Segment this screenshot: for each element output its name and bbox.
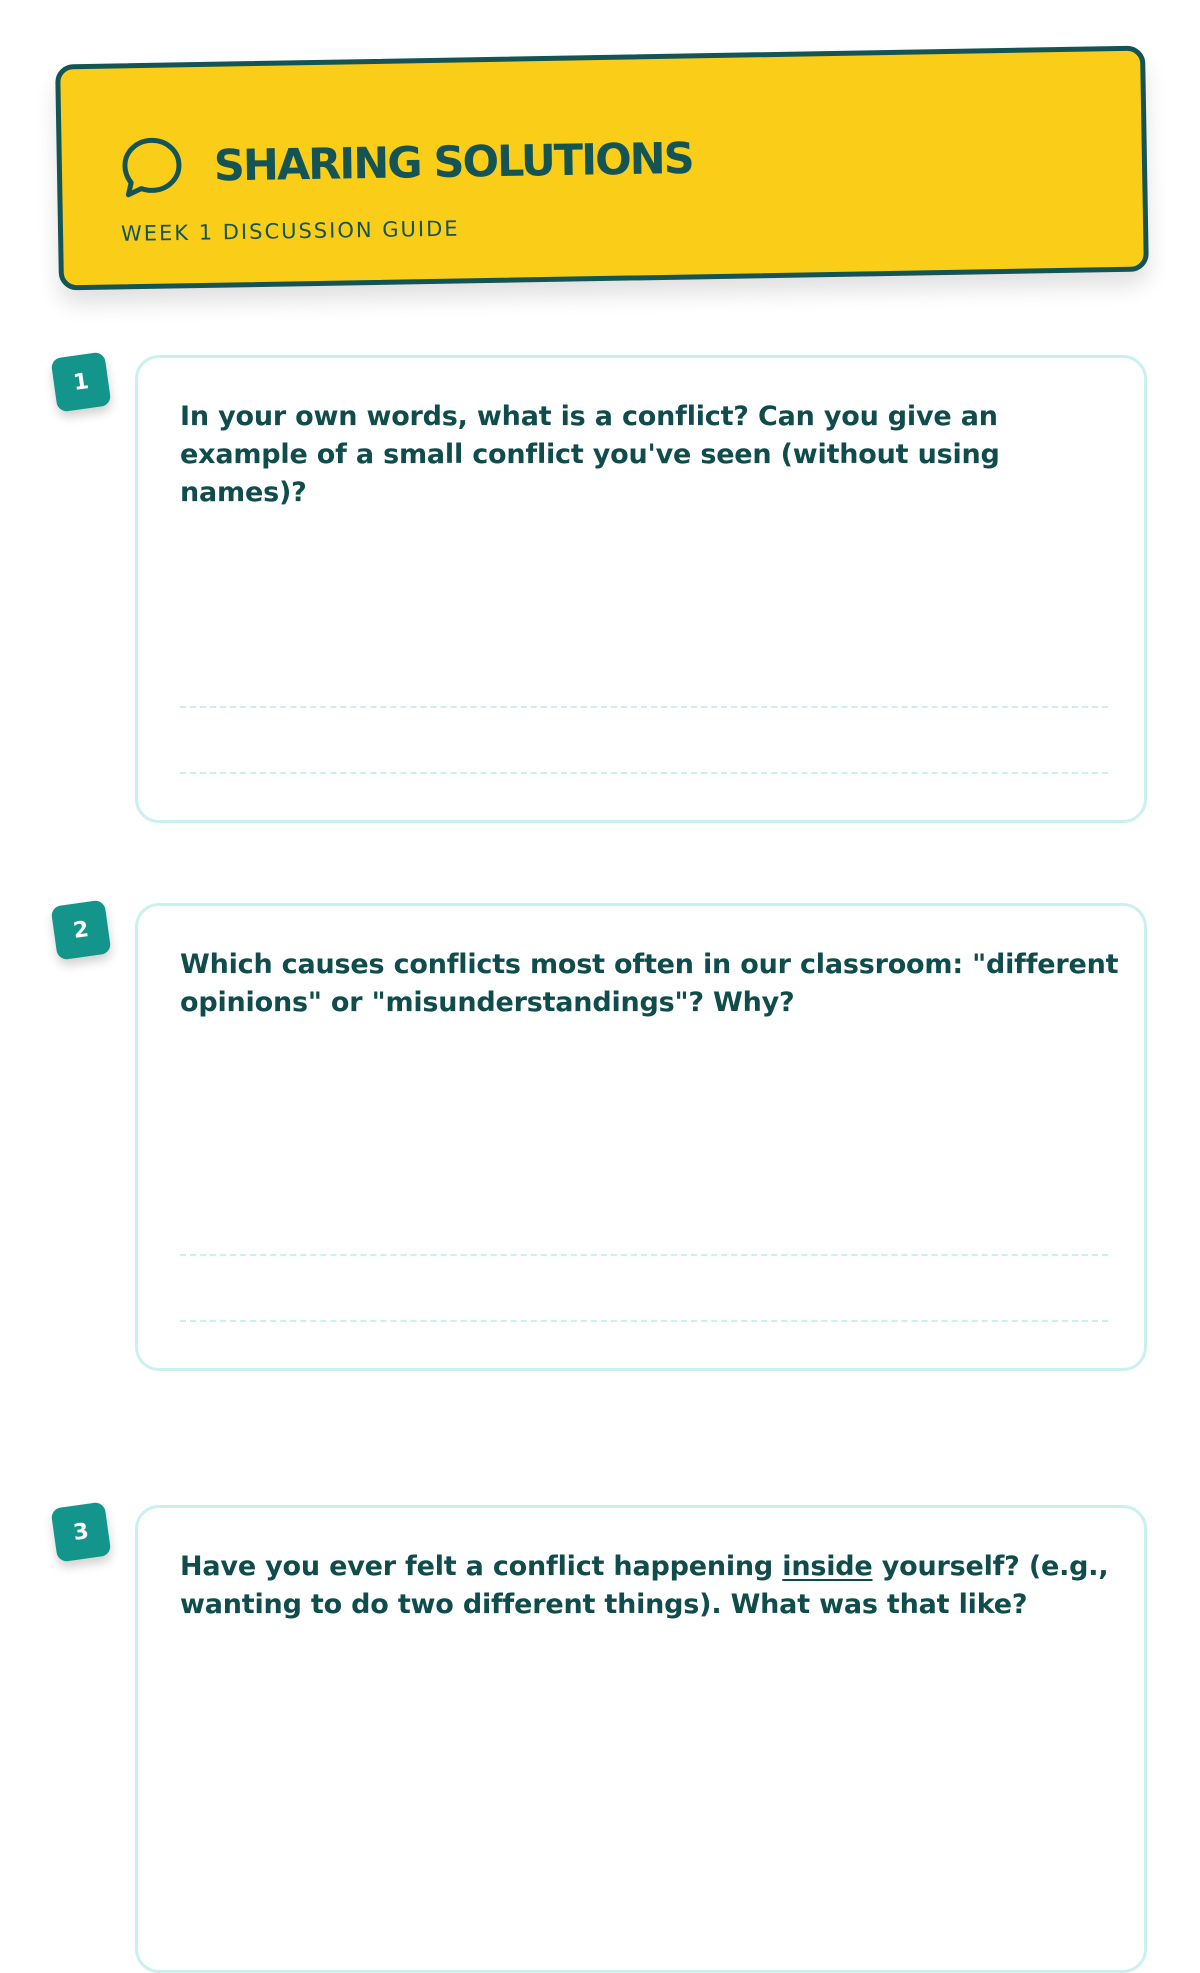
chat-bubble-icon <box>119 135 184 200</box>
answer-line[interactable] <box>180 1320 1108 1322</box>
question-text-part: yourself? (e.g., wanting to do two different things). What was that like? <box>180 1551 1109 1620</box>
question-prompt <box>180 1548 1120 1624</box>
question-prompt: Which causes conflicts most often in our classroom: "different opinions" or "misunderstandings"? Why? <box>180 949 1119 1018</box>
answer-line[interactable] <box>180 1254 1108 1256</box>
header-banner <box>55 46 1149 291</box>
question-card <box>135 903 1147 1371</box>
header-content <box>119 127 693 246</box>
page-title: SHARING SOLUTIONS <box>213 133 694 191</box>
question-card <box>135 1505 1147 1973</box>
header-title-row <box>119 127 693 200</box>
answer-line[interactable] <box>180 706 1108 708</box>
question-card <box>135 355 1147 823</box>
question-number-badge: 1 <box>51 352 112 413</box>
question-text-part: Have you ever felt a conflict happening <box>180 1551 783 1582</box>
question-number-badge: 2 <box>51 900 112 961</box>
page-subtitle: WEEK 1 DISCUSSION GUIDE <box>120 216 460 246</box>
question-emphasis: inside <box>782 1551 873 1582</box>
question-prompt: In your own words, what is a conflict? Can you give an example of a small conflict you've seen (without using names)? <box>180 401 1000 508</box>
question-number-badge: 3 <box>51 1502 112 1563</box>
answer-line[interactable] <box>180 772 1108 774</box>
